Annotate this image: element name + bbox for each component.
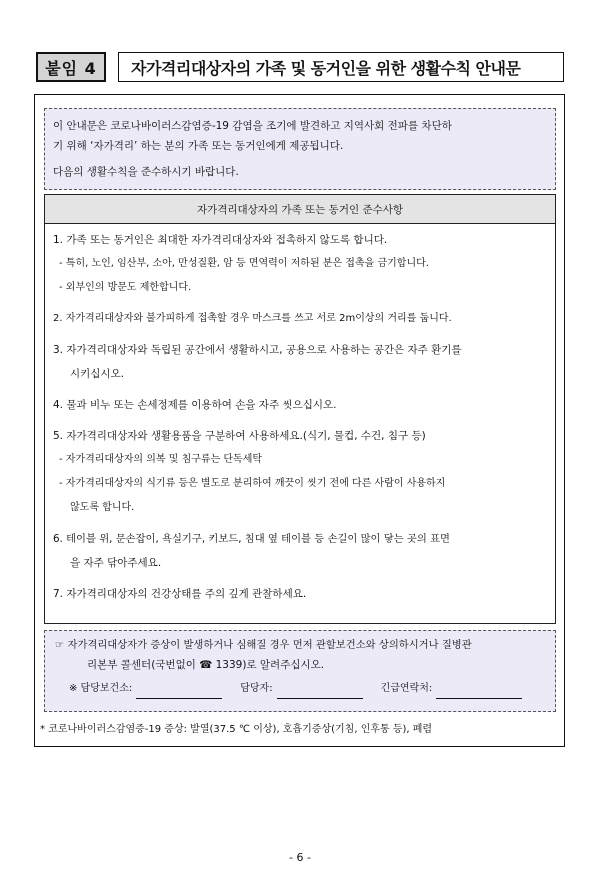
rule-5: 5. 자가격리대상자와 생활용품을 구분하여 사용하세요.(식기, 물컵, 수건, 침구 등) [53,430,426,442]
intro-line-3: 다음의 생활수칙을 준수하시기 바랍니다. [53,166,239,178]
manager-blank[interactable] [277,686,363,699]
notice-line-1: ☞ 자가격리대상자가 증상이 발생하거나 심해질 경우 먼저 관할보건소와 상의하시거나 질병관 [55,639,472,651]
rule-3-cont: 시키십시오. [70,368,125,380]
rule-7: 7. 자가격리대상자의 건강상태를 주의 깊게 관찰하세요. [53,588,307,600]
health-center-label: ※ 담당보건소: [69,683,133,694]
rules-heading: 자가격리대상자의 가족 또는 동거인 준수사항 [45,195,555,224]
rule-1: 1. 가족 또는 동거인은 최대한 자가격리대상자와 접촉하지 않도록 합니다. [53,234,388,246]
rule-5-sub-a: - 자가격리대상자의 의복 및 침구류는 단독세탁 [59,454,263,465]
rule-6: 6. 테이블 위, 문손잡이, 욕실기구, 키보드, 침대 옆 테이블 등 손길이 많이 닿는 곳의 표면 [53,533,450,545]
manager-label: 담당자: [240,683,273,694]
rule-2: 2. 자가격리대상자와 불가피하게 접촉할 경우 마스크를 쓰고 서로 2m이상의 거리를 둡니다. [53,313,452,324]
notice-box [44,630,556,712]
emergency-contact-label: 긴급연락처: [380,683,433,694]
emergency-contact-blank[interactable] [436,686,522,699]
notice-line-2: 리본부 콜센터(국번없이 ☎ 1339)로 알려주십시오. [87,659,325,671]
intro-line-1: 이 안내문은 코로나바이러스감염증-19 감염을 조기에 발견하고 지역사회 전파를 차단하 [53,120,452,132]
rules-body [45,224,555,606]
contact-fields [55,679,547,699]
page-title: 자가격리대상자의 가족 및 동거인을 위한 생활수칙 안내문 [118,52,564,82]
intro-line-2: 기 위해 ‘자가격리’ 하는 분의 가족 또는 동거인에게 제공됩니다. [53,140,344,152]
page-number: - 6 - [289,851,311,864]
symptom-footnote: * 코로나바이러스감염증-19 증상: 발열(37.5 ℃ 이상), 호흡기증상(기침, 인후통 등), 폐렴 [40,724,433,735]
health-center-blank[interactable] [136,686,222,699]
intro-box [44,108,556,190]
rule-1-sub-a: - 특히, 노인, 임산부, 소아, 만성질환, 암 등 면역력이 저하된 분은 접촉을 금기합니다. [59,258,429,269]
rule-3: 3. 자가격리대상자와 독립된 공간에서 생활하시고, 공용으로 사용하는 공간은 자주 환기를 [53,344,462,356]
rule-6-cont: 을 자주 닦아주세요. [70,557,162,569]
rule-5-sub-b: - 자가격리대상자의 식기류 등은 별도로 분리하여 깨끗이 씻기 전에 다른 사람이 사용하지 [59,478,446,489]
rule-5-sub-b-cont: 않도록 합니다. [70,502,135,513]
rules-box [44,194,556,624]
rule-1-sub-b: - 외부인의 방문도 제한합니다. [59,282,192,293]
rule-4: 4. 물과 비누 또는 손세정제를 이용하여 손을 자주 씻으십시오. [53,399,337,411]
appendix-tag: 붙임 4 [36,52,106,82]
